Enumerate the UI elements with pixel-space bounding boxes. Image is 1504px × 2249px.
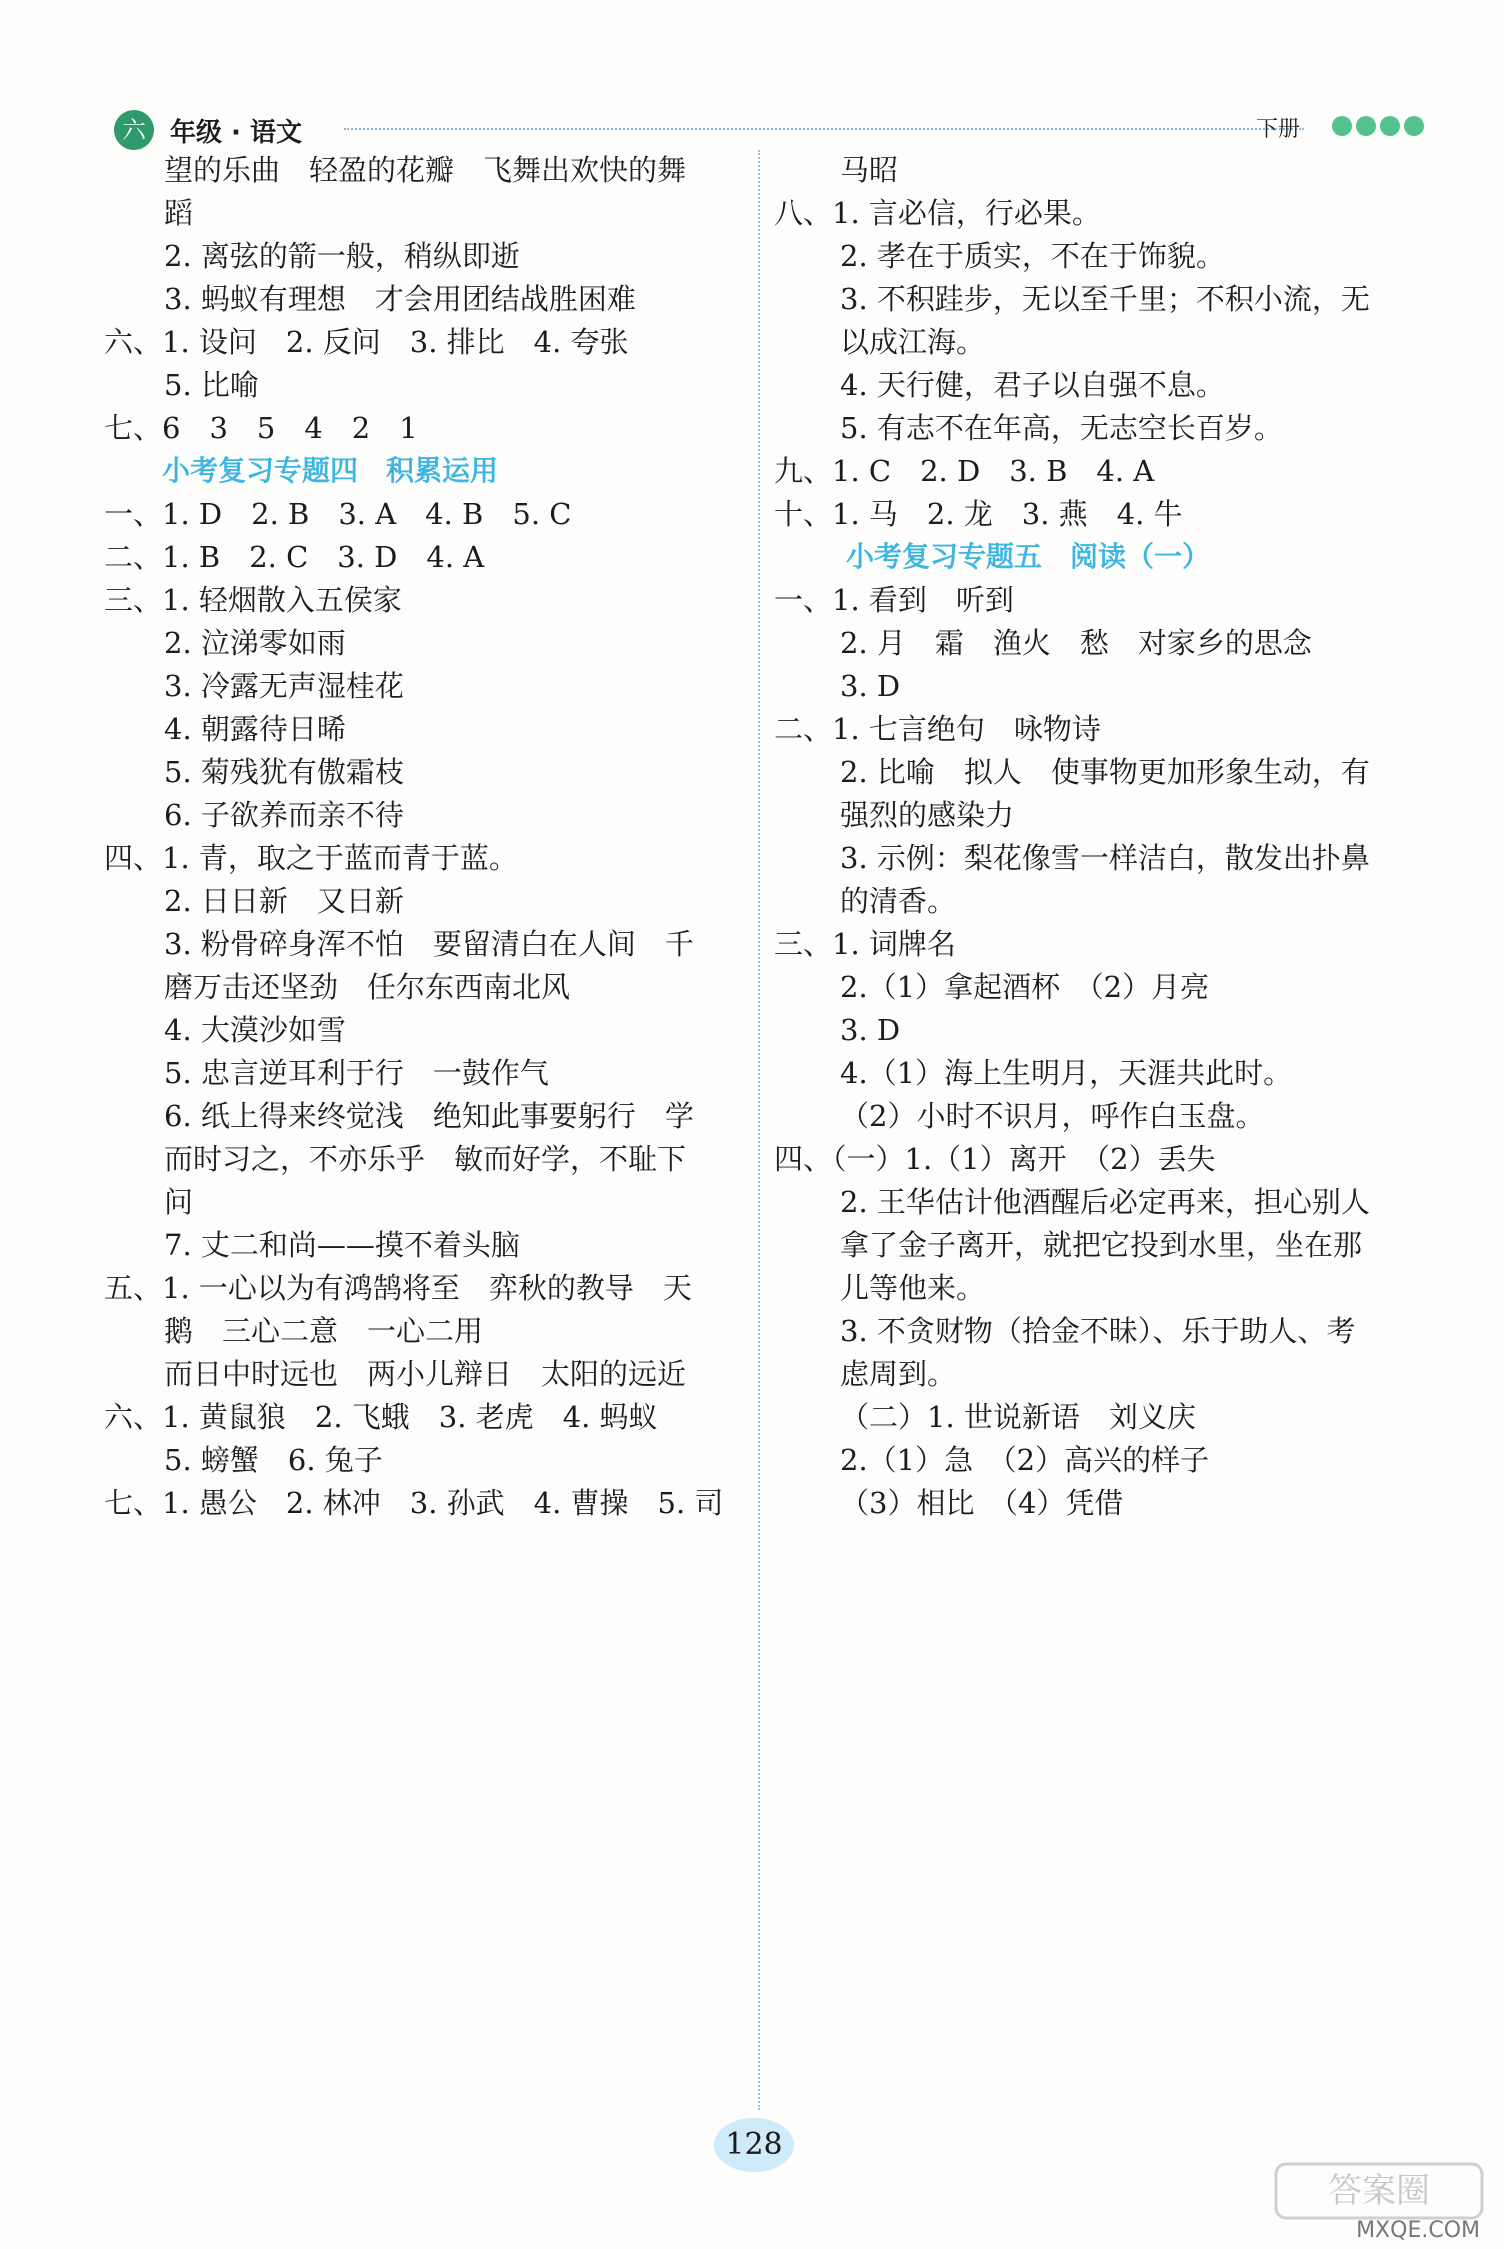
header-rule <box>344 128 1304 130</box>
answer-line: 鹅 三心二意 一心二用 <box>164 1314 484 1348</box>
answer-line: 二、1. 七言绝句 咏物诗 <box>774 712 1101 746</box>
answer-line: 七、6 3 5 4 2 1 <box>104 411 418 445</box>
answer-line: 四、1. 青，取之于蓝而青于蓝。 <box>104 841 518 875</box>
answer-line: 虑周到。 <box>840 1357 957 1391</box>
answer-line: 儿等他来。 <box>840 1271 986 1305</box>
page-header <box>104 104 1404 154</box>
answer-line: 5. 菊残犹有傲霜枝 <box>164 755 404 789</box>
answer-line: 三、1. 轻烟散入五侯家 <box>104 583 402 617</box>
dot-icon <box>1332 116 1352 136</box>
watermark-site: MXQE.COM <box>1356 2218 1480 2243</box>
answer-line: （二）1. 世说新语 刘义庆 <box>840 1400 1196 1434</box>
answer-line: 望的乐曲 轻盈的花瓣 飞舞出欢快的舞 <box>164 153 687 187</box>
answer-line: 五、1. 一心以为有鸿鹄将至 弈秋的教导 天 <box>104 1271 692 1305</box>
answer-line: 5. 有志不在年高，无志空长百岁。 <box>840 411 1283 445</box>
answer-line: 3. 蚂蚁有理想 才会用团结战胜困难 <box>164 282 636 316</box>
answer-line: 三、1. 词牌名 <box>774 927 956 961</box>
answer-line: 4. 朝露待日晞 <box>164 712 346 746</box>
answer-line: 拿了金子离开，就把它投到水里，坐在那 <box>840 1228 1363 1262</box>
answer-line: 3. 示例：梨花像雪一样洁白，散发出扑鼻 <box>840 841 1370 875</box>
decorative-dots-icon <box>1332 116 1424 136</box>
answer-line: 四、（一）1.（1）离开 （2）丢失 <box>774 1142 1216 1176</box>
answer-line: 3. D <box>840 669 901 703</box>
answer-line: 4. 天行健，君子以自强不息。 <box>840 368 1225 402</box>
answer-line: 3. 粉骨碎身浑不怕 要留清白在人间 千 <box>164 927 694 961</box>
answer-line: 以成江海。 <box>840 325 986 359</box>
dot-icon <box>1404 116 1424 136</box>
answer-line: 5. 忠言逆耳利于行 一鼓作气 <box>164 1056 549 1090</box>
answer-line: 蹈 <box>164 196 194 230</box>
answer-line: 二、1. B 2. C 3. D 4. A <box>104 540 485 574</box>
answer-line: 6. 纸上得来终觉浅 绝知此事要躬行 学 <box>164 1099 694 1133</box>
answer-line: 3. 冷露无声湿桂花 <box>164 669 404 703</box>
answer-line: 2.（1）急 （2）高兴的样子 <box>840 1443 1210 1477</box>
answer-line: 而日中时远也 两小儿辩日 太阳的远近 <box>164 1357 687 1391</box>
answer-line: 马昭 <box>840 153 899 187</box>
answer-line: 一、1. 看到 听到 <box>774 583 1014 617</box>
answer-line: 六、1. 黄鼠狼 2. 飞蛾 3. 老虎 4. 蚂蚁 <box>104 1400 658 1434</box>
dot-icon <box>1380 116 1400 136</box>
answer-line: 十、1. 马 2. 龙 3. 燕 4. 牛 <box>774 497 1183 531</box>
answer-line: 六、1. 设问 2. 反问 3. 排比 4. 夸张 <box>104 325 629 359</box>
section-title: 小考复习专题四 积累运用 <box>162 454 499 487</box>
answer-line: 九、1. C 2. D 3. B 4. A <box>774 454 1155 488</box>
answer-line: 而时习之，不亦乐乎 敏而好学，不耻下 <box>164 1142 687 1176</box>
column-divider <box>758 150 760 2110</box>
volume-label: 下册 <box>1256 117 1301 142</box>
page-number: 128 <box>714 2118 794 2172</box>
answer-line: 2. 离弦的箭一般，稍纵即逝 <box>164 239 520 273</box>
answer-line: 3. 不贪财物（拾金不昧）、乐于助人、考 <box>840 1314 1356 1348</box>
answer-line: 6. 子欲养而亲不待 <box>164 798 404 832</box>
answer-line: 问 <box>164 1185 194 1219</box>
answer-line: 2. 泣涕零如雨 <box>164 626 346 660</box>
answer-line: 2. 月 霜 渔火 愁 对家乡的思念 <box>840 626 1312 660</box>
answer-line: 2. 比喻 拟人 使事物更加形象生动，有 <box>840 755 1370 789</box>
answer-line: 2. 孝在于质实，不在于饰貌。 <box>840 239 1225 273</box>
answer-line: 3. D <box>840 1013 901 1047</box>
answer-line: 的清香。 <box>840 884 957 918</box>
subject-title: 年级 · 语文 <box>170 118 302 148</box>
answer-line: （2）小时不识月，呼作白玉盘。 <box>840 1099 1265 1133</box>
answer-line: 5. 比喻 <box>164 368 259 402</box>
answer-line: 七、1. 愚公 2. 林冲 3. 孙武 4. 曹操 5. 司 <box>104 1486 724 1520</box>
answer-line: 2. 日日新 又日新 <box>164 884 404 918</box>
answer-line: 八、1. 言必信，行必果。 <box>774 196 1101 230</box>
answer-line: （3）相比 （4）凭借 <box>840 1486 1124 1520</box>
answer-line: 4. 大漠沙如雪 <box>164 1013 346 1047</box>
answer-line: 4.（1）海上生明月，天涯共此时。 <box>840 1056 1293 1090</box>
answer-line: 2. 王华估计他酒醒后必定再来，担心别人 <box>840 1185 1370 1219</box>
watermark-brand: 答案圈 <box>1328 2171 1430 2211</box>
section-title: 小考复习专题五 阅读（一） <box>846 540 1211 573</box>
answer-line: 5. 螃蟹 6. 兔子 <box>164 1443 383 1477</box>
dot-icon <box>1356 116 1376 136</box>
answer-line: 强烈的感染力 <box>840 798 1015 832</box>
answer-line: 磨万击还坚劲 任尔东西南北风 <box>164 970 571 1004</box>
answer-line: 3. 不积跬步，无以至千里；不积小流，无 <box>840 282 1370 316</box>
answer-line: 一、1. D 2. B 3. A 4. B 5. C <box>104 497 572 531</box>
grade-badge: 六 <box>114 110 154 150</box>
answer-line: 2.（1）拿起酒杯 （2）月亮 <box>840 970 1210 1004</box>
answer-line: 7. 丈二和尚——摸不着头脑 <box>164 1228 520 1262</box>
